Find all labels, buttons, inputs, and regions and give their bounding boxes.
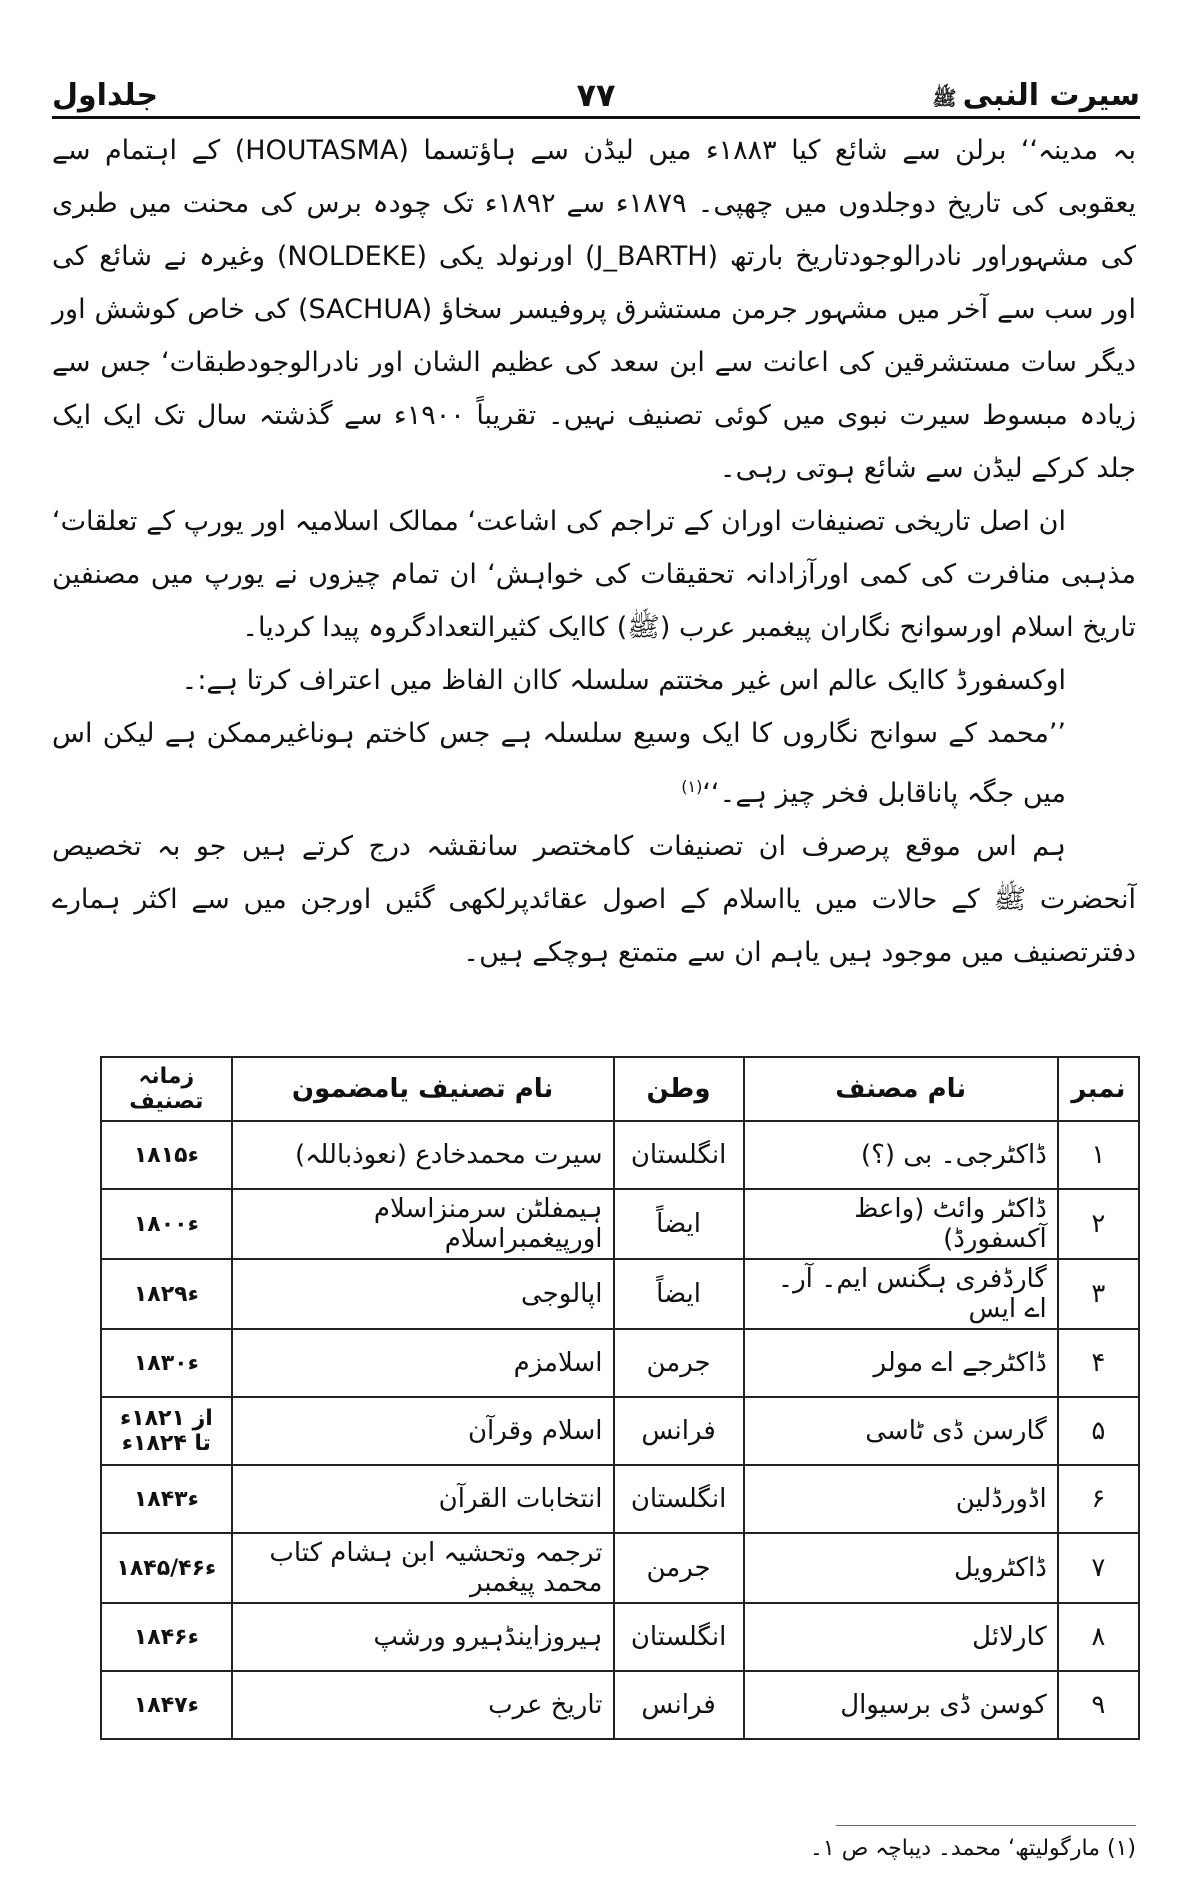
footnote-ref: (۱)	[681, 777, 703, 796]
table-row	[101, 1329, 1139, 1397]
works-table	[100, 1056, 1140, 1740]
cell-author: ڈاکٹرویل	[744, 1533, 1058, 1603]
table-row	[101, 1259, 1139, 1329]
cell-year: ۱۸۴۶ء	[101, 1603, 232, 1671]
table-row	[101, 1603, 1139, 1671]
cell-number: ۲	[1058, 1189, 1139, 1259]
paragraph-2: ان اصل تاریخی تصنیفات اوران کے تراجم کی اشاعت‘ ممالک اسلامیہ اور یورپ کے تعلقات‘ مذہبی منافرت کی کمی اورآزادانہ تحقیقات کی خواہش‘ ان تمام چیزوں نے یورپ میں مصنفین تاریخ اسلام اورسوانح نگاران پیغمبر عرب (ﷺ) کاایک کثیرالتعدادگروہ پیدا کردیا۔	[52, 506, 1136, 643]
cell-country: انگلستان	[614, 1121, 744, 1189]
cell-country: انگلستان	[614, 1465, 744, 1533]
cell-year: ۱۸۴۵/۴۶ء	[101, 1533, 232, 1603]
cell-year: ۱۸۳۰ء	[101, 1329, 232, 1397]
cell-title: ترجمہ وتحشیہ ابن ہشام کتاب محمد پیغمبر	[232, 1533, 614, 1603]
header-title: نام تصنیف یامضمون	[232, 1057, 614, 1121]
cell-number: ۵	[1058, 1397, 1139, 1465]
cell-author: گارسن ڈی ٹاسی	[744, 1397, 1058, 1465]
table-row	[101, 1121, 1139, 1189]
cell-author: کارلائل	[744, 1603, 1058, 1671]
cell-author: ڈاکٹر وائٹ (واعظ آکسفورڈ)	[744, 1189, 1058, 1259]
cell-country: انگلستان	[614, 1603, 744, 1671]
table-row	[101, 1533, 1139, 1603]
cell-number: ۴	[1058, 1329, 1139, 1397]
cell-title: سیرت محمدخادع (نعوذباللہ)	[232, 1121, 614, 1189]
cell-title: اسلام وقرآن	[232, 1397, 614, 1465]
cell-title: اسلامزم	[232, 1329, 614, 1397]
cell-number: ۳	[1058, 1259, 1139, 1329]
cell-year: ۱۸۴۷ء	[101, 1671, 232, 1739]
table-row	[101, 1189, 1139, 1259]
header-author: نام مصنف	[744, 1057, 1058, 1121]
cell-country: فرانس	[614, 1671, 744, 1739]
cell-author: ڈاکٹرجے اے مولر	[744, 1329, 1058, 1397]
cell-country: فرانس	[614, 1397, 744, 1465]
body-text	[52, 124, 1136, 979]
cell-title: ہیمفلٹن سرمنزاسلام اورپیغمبراسلام	[232, 1189, 614, 1259]
cell-author: کوسن ڈی برسیوال	[744, 1671, 1058, 1739]
cell-year: ۱۸۱۵ء	[101, 1121, 232, 1189]
cell-year: از ۱۸۲۱ء تا ۱۸۲۴ء	[101, 1397, 232, 1465]
cell-year: ۱۸۰۰ء	[101, 1189, 232, 1259]
table-row	[101, 1671, 1139, 1739]
header-rule	[52, 116, 1140, 119]
quotation	[52, 707, 1136, 820]
cell-number: ۱	[1058, 1121, 1139, 1189]
cell-year: ۱۸۲۹ء	[101, 1259, 232, 1329]
header-country: وطن	[614, 1057, 744, 1121]
table-header-row	[101, 1057, 1139, 1121]
table-row	[101, 1397, 1139, 1465]
cell-country: جرمن	[614, 1329, 744, 1397]
header-number: نمبر	[1058, 1057, 1139, 1121]
table-row	[101, 1465, 1139, 1533]
salawat-glyph: ﷺ	[932, 86, 957, 110]
cell-title: انتخابات القرآن	[232, 1465, 614, 1533]
header-year: زمانہ تصنیف	[101, 1057, 232, 1121]
paragraph-1: بہ مدینہ‘‘ برلن سے شائع کیا ۱۸۸۳ء میں لیڈن سے ہاؤتسما (HOUTASMA) کے اہتمام سے یعقوبی کی تاریخ دوجلدوں میں چھپی۔ ۱۸۷۹ء سے ۱۸۹۲ء تک چودہ برس کی محنت میں طبری کی مشہوراور نادرالوجودتاریخ بارتھ (J_BARTH) اورنولد یکی (NOLDEKE) وغیرہ نے شائع کی اور سب سے آخر میں مشہور جرمن مستشرق پروفیسر سخاؤ (SACHUA) کی خاص کوشش اور دیگر سات مستشرقین کی اعانت سے ابن سعد کی عظیم الشان اور نادرالوجودطبقات‘ جس سے زیادہ مبسوط سیرت نبوی میں کوئی تصنیف نہیں۔ تقریباً ۱۹۰۰ء سے گذشتہ سال تک ایک ایک جلد کرکے لیڈن سے شائع ہوتی رہی۔	[52, 135, 1137, 484]
cell-title: اپالوجی	[232, 1259, 614, 1329]
paragraph-3: اوکسفورڈ کاایک عالم اس غیر مختتم سلسلہ کاان الفاظ میں اعتراف کرتا ہے:۔	[181, 665, 1066, 696]
cell-author: ڈاکٹرجی۔ بی (؟)	[744, 1121, 1058, 1189]
footnote-rule	[836, 1825, 1136, 1826]
cell-author: اڈورڈلین	[744, 1465, 1058, 1533]
cell-number: ۶	[1058, 1465, 1139, 1533]
cell-number: ۸	[1058, 1603, 1139, 1671]
cell-year: ۱۸۴۳ء	[101, 1465, 232, 1533]
volume-label: جلداول	[52, 78, 159, 113]
footnote: (۱) مارگولیتھ‘ محمد۔ دیباچہ ص ۱۔	[809, 1836, 1136, 1861]
cell-country: ایضاً	[614, 1259, 744, 1329]
paragraph-4: ہم اس موقع پرصرف ان تصنیفات کامختصر سانقشہ درج کرتے ہیں جو بہ تخصیص آنحضرت ﷺ کے حالات میں یااسلام کے اصول عقائدپرلکھی گئیں اورجن میں سے اکثر ہمارے دفترتصنیف میں موجود ہیں یاہم ان سے متمتع ہوچکے ہیں۔	[52, 831, 1136, 968]
cell-number: ۷	[1058, 1533, 1139, 1603]
cell-title: ہیروزاینڈہیرو ورشپ	[232, 1603, 614, 1671]
cell-number: ۹	[1058, 1671, 1139, 1739]
quotation-text: ’’محمد کے سوانح نگاروں کا ایک وسیع سلسلہ ہے جس کاختم ہوناغیرممکن ہے لیکن اس میں جگہ پاناقابل فخر چیز ہے۔‘‘	[52, 718, 1066, 809]
cell-title: تاریخ عرب	[232, 1671, 614, 1739]
page-number: ۷۷	[576, 76, 616, 114]
cell-country: جرمن	[614, 1533, 744, 1603]
page-header	[52, 72, 1140, 122]
cell-author: گارڈفری ہگنس ایم۔ آر۔ اے ایس	[744, 1259, 1058, 1329]
cell-country: ایضاً	[614, 1189, 744, 1259]
book-title-text: سیرت النبی	[962, 78, 1140, 113]
